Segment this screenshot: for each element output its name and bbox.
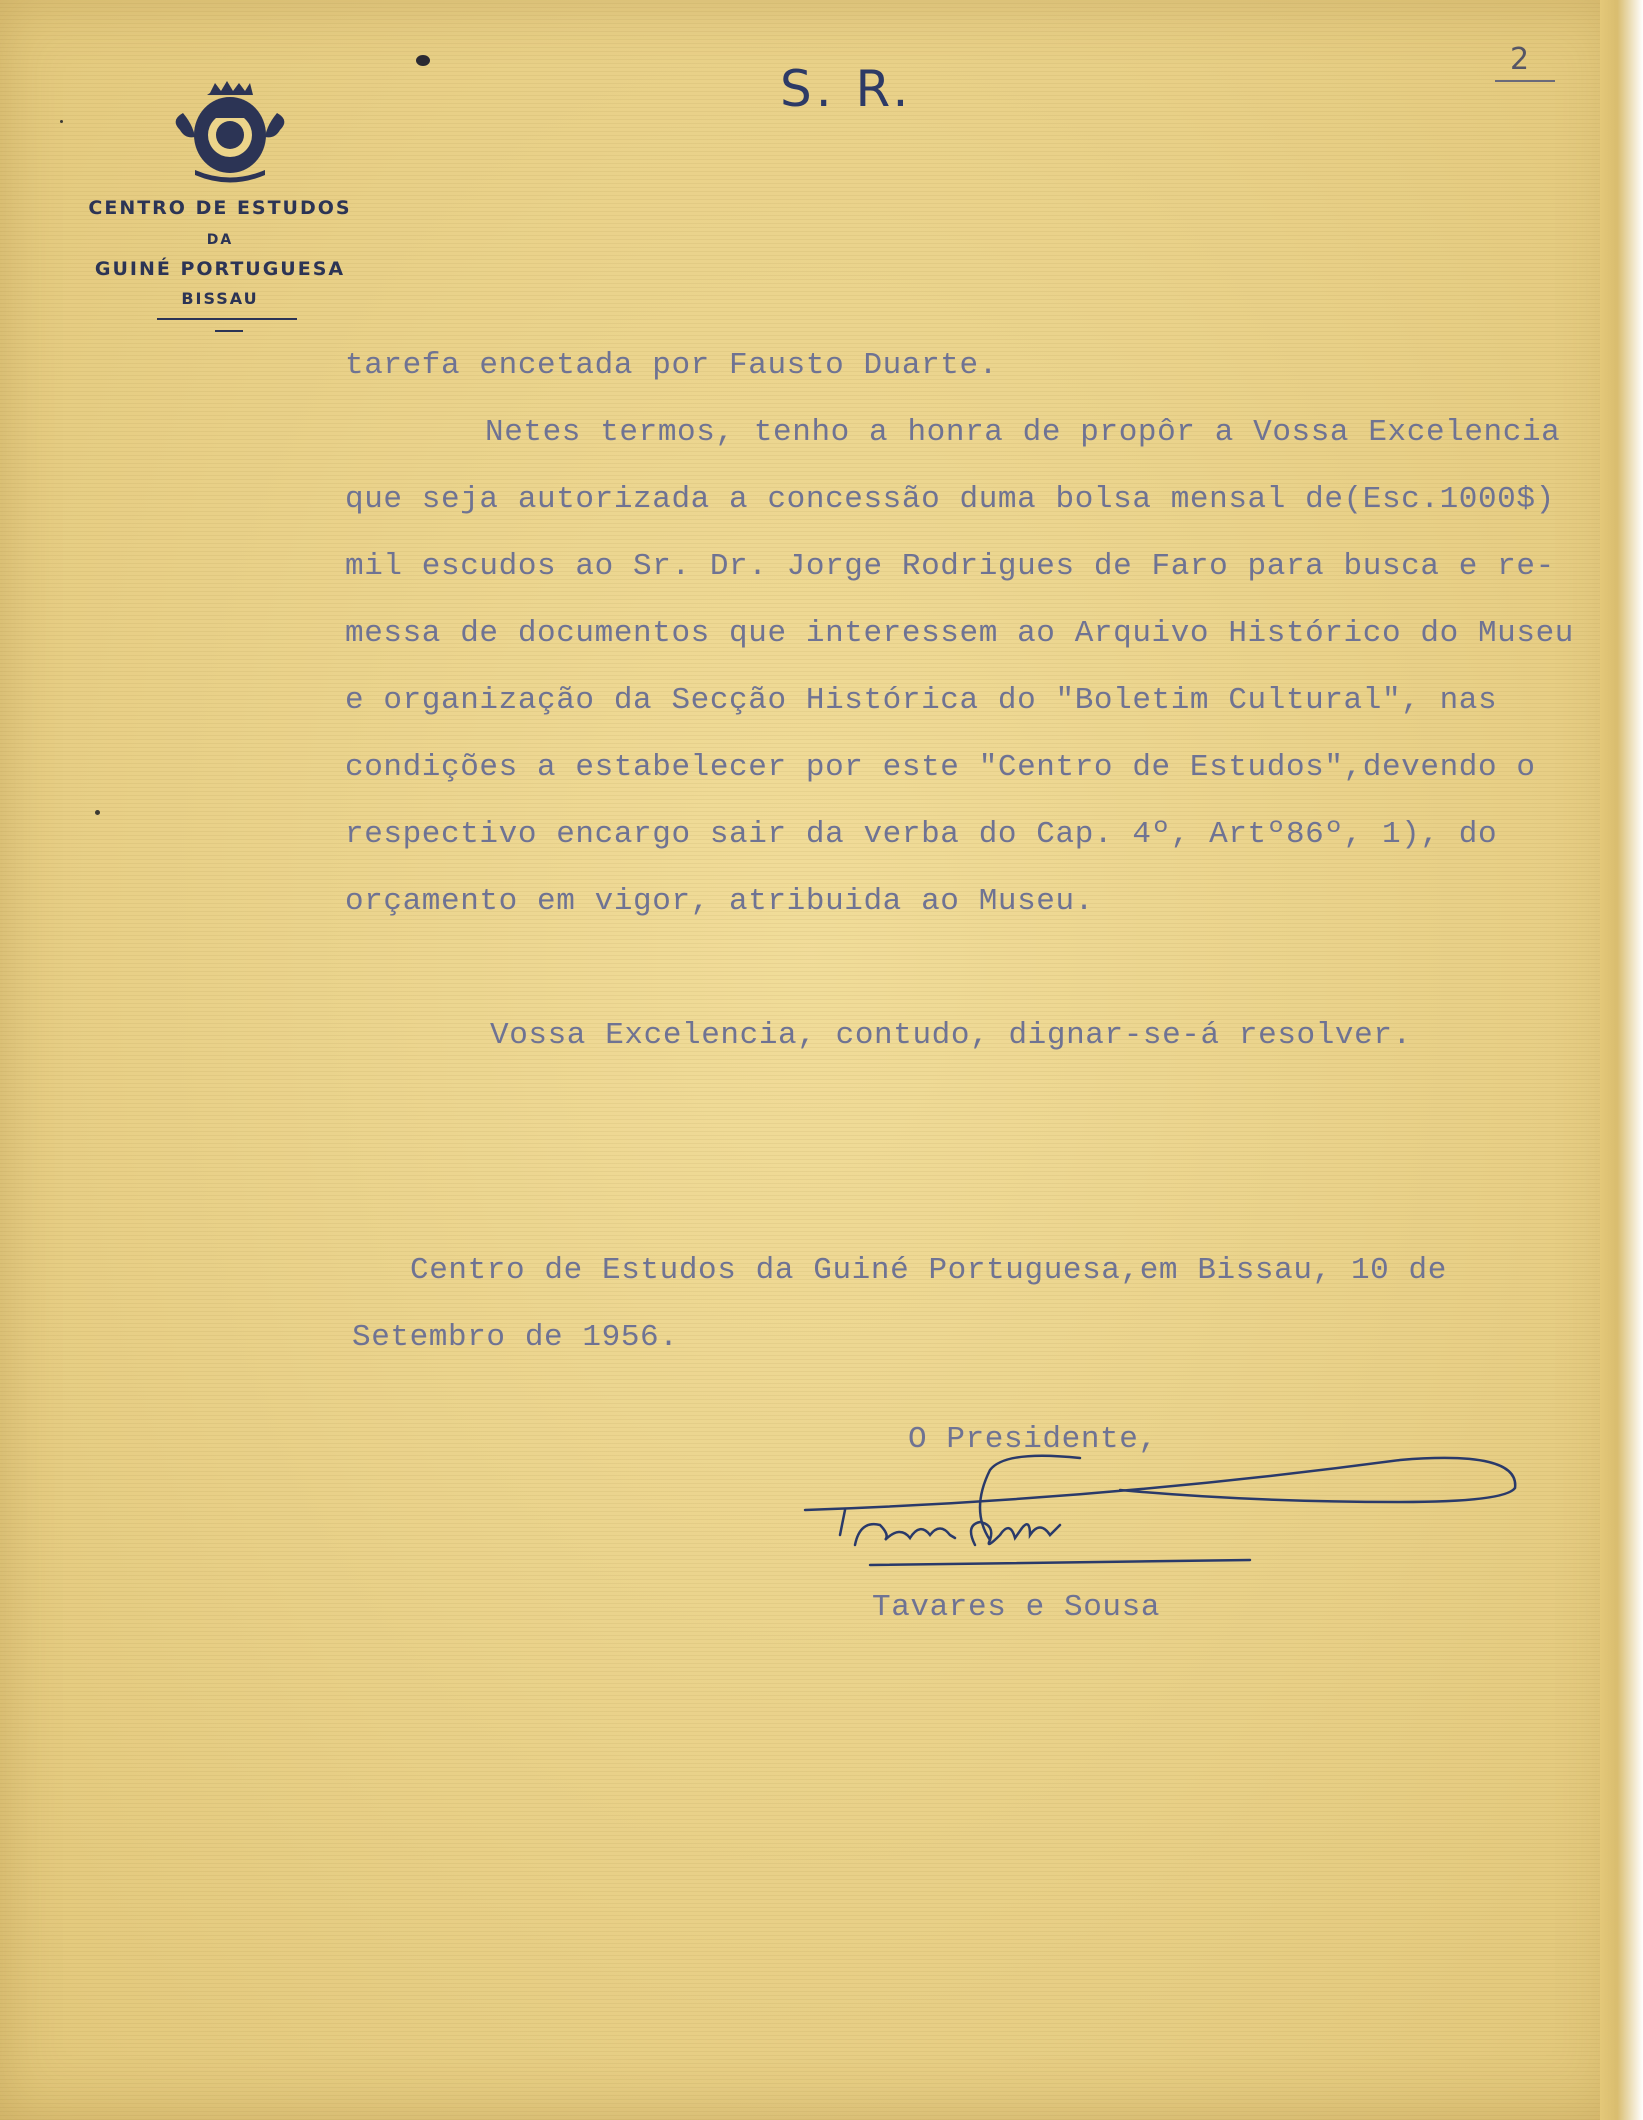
body-line: tarefa encetada por Fausto Duarte. <box>345 348 998 383</box>
ink-speck <box>95 810 100 815</box>
org-location: BISSAU <box>181 289 259 308</box>
body-line: condições a estabelecer por este "Centro de Estudos",devendo o <box>345 750 1536 785</box>
page-number: 2 <box>1510 42 1530 77</box>
letterhead-rule <box>157 318 297 320</box>
body-line: messa de documentos que interessem ao Arquivo Histórico do Museu <box>345 616 1574 651</box>
paper-edge <box>1600 0 1643 2120</box>
org-name-line2: DA <box>206 232 234 248</box>
ink-speck <box>60 120 63 123</box>
org-name-line3: GUINÉ PORTUGUESA <box>94 258 346 280</box>
closing-line: Vossa Excelencia, contudo, dignar-se-á resolver. <box>490 1018 1412 1053</box>
body-line: mil escudos ao Sr. Dr. Jorge Rodrigues de Faro para busca e re- <box>345 549 1555 584</box>
body-line: e organização da Secção Histórica do "Boletim Cultural", nas <box>345 683 1498 718</box>
punch-hole <box>416 55 430 66</box>
sr-stamp: S. R. <box>780 60 913 118</box>
body-line: que seja autorizada a concessão duma bolsa mensal de(Esc.1000$) <box>345 482 1555 517</box>
body-line: respectivo encargo sair da verba do Cap. 4º, Artº86º, 1), do <box>345 817 1498 852</box>
letterhead-rule-short <box>215 330 243 332</box>
body-line: orçamento em vigor, atribuida ao Museu. <box>345 884 1094 919</box>
signatory-title: O Presidente, <box>908 1422 1158 1457</box>
handwritten-signature <box>800 1410 1520 1590</box>
body-line: Netes termos, tenho a honra de propôr a Vossa Excelencia <box>485 415 1561 450</box>
dateline-line2: Setembro de 1956. <box>352 1320 679 1355</box>
dateline-line1: Centro de Estudos da Guiné Portuguesa,em Bissau, 10 de <box>410 1253 1447 1288</box>
coat-of-arms-icon <box>165 75 295 185</box>
page-number-rule <box>1495 80 1555 82</box>
signatory-name: Tavares e Sousa <box>872 1590 1161 1625</box>
org-name-line1: CENTRO DE ESTUDOS <box>88 197 352 219</box>
